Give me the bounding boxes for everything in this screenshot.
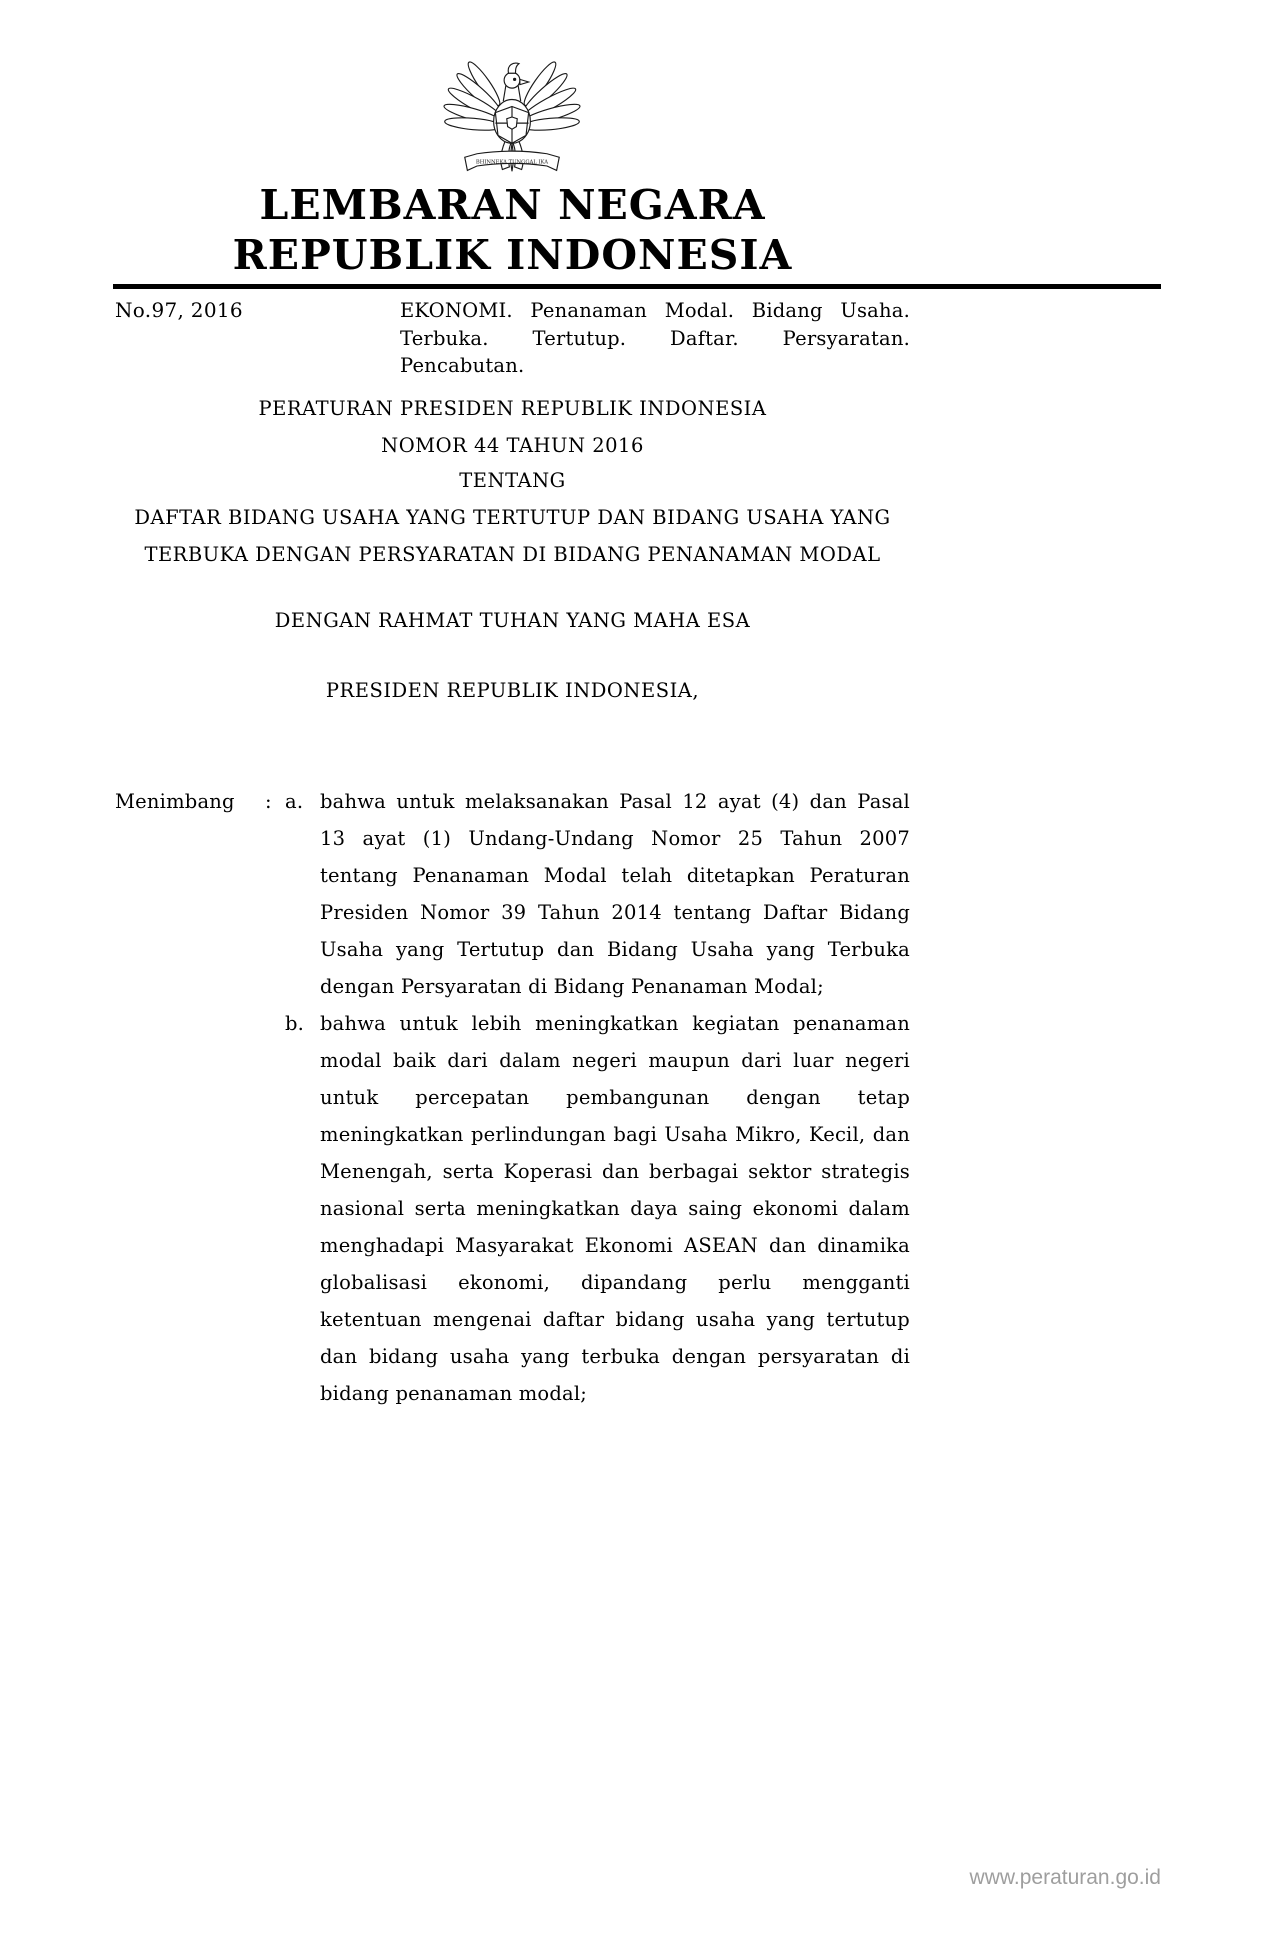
subject-line: EKONOMI. Penanaman Modal. Bidang Usaha. bbox=[400, 299, 910, 322]
consideration-text: bahwa untuk lebih meningkatkan kegiatan penanaman modal baik dari dalam negeri maupun dari luar negeri untuk percepatan pembangunan dengan tetap meningkatkan perlindungan bagi Usaha Mikro, Kecil, dan Menengah, serta Koperasi dan berbagai sektor strategis nasional serta meningkatkan daya saing ekonomi dalam menghadapi Masyarakat Ekonomi ASEAN dan dinamika globalisasi ekonomi, dipandang perlu mengganti ketentuan mengenai daftar bidang usaha yang tertutup dan bidang usaha yang terbuka dengan persyaratan di bidang penanaman modal; bbox=[320, 1012, 910, 1405]
subject-line: Terbuka. Tertutup. Daftar. Persyaratan. bbox=[400, 326, 910, 350]
considerations-section bbox=[115, 783, 910, 1412]
masthead-divider bbox=[113, 284, 1161, 289]
regulation-number-heading: NOMOR 44 TAHUN 2016 bbox=[381, 434, 644, 457]
regulation-title-line2: TERBUKA DENGAN PERSYARATAN DI BIDANG PENANAMAN MODAL bbox=[144, 543, 881, 566]
emblem-motto-text: BHINNEKA TUNGGAL IKA bbox=[475, 159, 549, 166]
consideration-item bbox=[285, 783, 910, 1005]
considerations-list bbox=[285, 783, 910, 1412]
tentang-label: TENTANG bbox=[459, 469, 566, 492]
consideration-marker: b. bbox=[285, 1012, 305, 1035]
regulation-type-heading: PERATURAN PRESIDEN REPUBLIK INDONESIA bbox=[258, 397, 767, 420]
considerations-colon: : bbox=[265, 790, 272, 813]
authority-line: PRESIDEN REPUBLIK INDONESIA, bbox=[325, 679, 700, 702]
subject-keywords bbox=[400, 297, 910, 380]
masthead-title bbox=[115, 180, 910, 280]
consideration-marker: a. bbox=[285, 790, 304, 813]
masthead-title-line2: REPUBLIK INDONESIA bbox=[232, 231, 793, 279]
issue-number: No.97, 2016 bbox=[115, 298, 243, 322]
consideration-item bbox=[285, 1005, 910, 1412]
footer-watermark: www.peraturan.go.id bbox=[969, 1866, 1161, 1889]
invocation-line: DENGAN RAHMAT TUHAN YANG MAHA ESA bbox=[274, 609, 751, 632]
regulation-title-line1: DAFTAR BIDANG USAHA YANG TERTUTUP DAN BIDANG USAHA YANG bbox=[134, 506, 891, 529]
consideration-text: bahwa untuk melaksanakan Pasal 12 ayat (4) dan Pasal 13 ayat (1) Undang-Undang Nomor 25 Tahun 2007 tentang Penanaman Modal telah ditetapkan Peraturan Presiden Nomor 39 Tahun 2014 tentang Daftar Bidang Usaha yang Tertutup dan Bidang Usaha yang Terbuka dengan Persyaratan di Bidang Penanaman Modal; bbox=[320, 790, 910, 998]
considerations-label: Menimbang bbox=[115, 790, 235, 813]
masthead-title-line1: LEMBARAN NEGARA bbox=[259, 181, 766, 229]
subject-line: Pencabutan. bbox=[400, 354, 525, 377]
gazette-header-row bbox=[115, 297, 910, 380]
garuda-pancasila-emblem-icon bbox=[437, 40, 587, 180]
